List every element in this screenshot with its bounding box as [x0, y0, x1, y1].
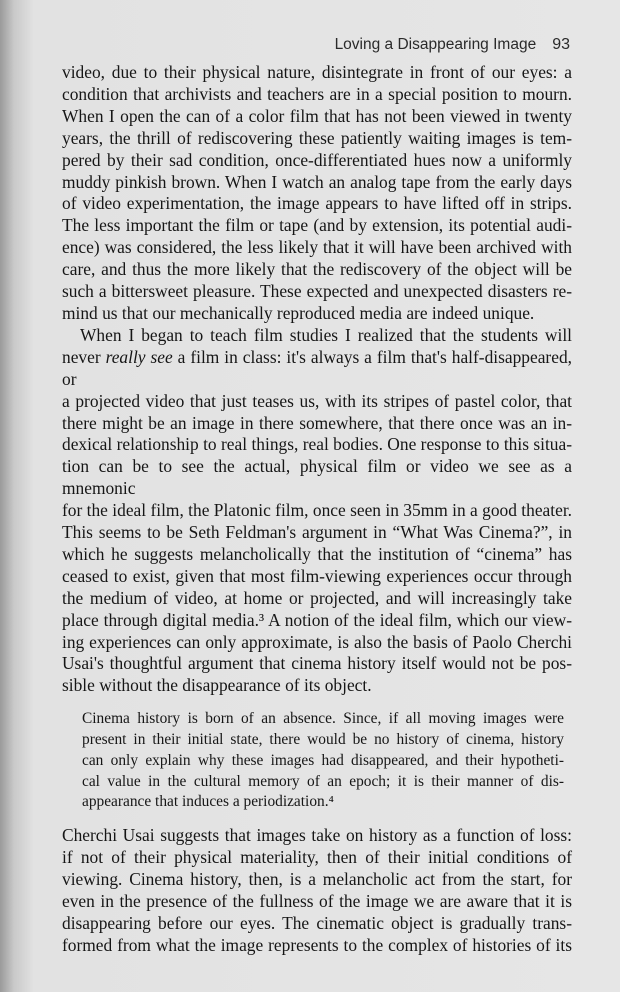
text-line: for the ideal film, the Platonic film, once seen in 35mm in a good theater. [62, 500, 572, 521]
quote-line: Cinema history is born of an absence. Since, if all moving images were [82, 710, 564, 728]
text-line: tion can be to see the actual, physical film or video we see as a mnemonic [62, 456, 572, 499]
page-number: 93 [552, 36, 570, 53]
running-head [60, 36, 570, 58]
text-line: video, due to their physical nature, disintegrate in front of our eyes: a [62, 62, 572, 82]
text-line: care, and thus the more likely that the rediscovery of the object will be [62, 259, 572, 280]
text-line: The less important the film or tape (and by extension, its potential audi- [62, 215, 572, 236]
paragraph-3 [62, 825, 572, 956]
text-line: mind us that our mechanically reproduced media are indeed unique. [62, 302, 535, 323]
text-line: such a bittersweet pleasure. These expected and unexpected disasters re- [62, 281, 572, 302]
text-line: the medium of video, at home or projected, and will increasingly take [62, 587, 572, 608]
text-line: This seems to be Seth Feldman's argument in “What Was Cinema?”, in [62, 522, 572, 543]
text-line: even in the presence of the fullness of the image we are aware that it is [62, 890, 572, 911]
text-line: place through digital media.³ A notion of the ideal film, which our view- [62, 609, 572, 630]
text-line: ceased to exist, given that most film-viewing experiences occur through [62, 565, 572, 586]
paragraph-1 [62, 62, 572, 325]
text-line: years, the thrill of rediscovering these patiently waiting images is tem- [62, 127, 572, 148]
text-line: Cherchi Usai suggests that images take on history as a function of loss: [62, 825, 572, 846]
quote-line: can only explain why these images had disappeared, and their hypotheti- [82, 751, 564, 769]
text-line: Usai's thoughtful argument that cinema history itself would not be pos- [62, 653, 572, 674]
text-line: pered by their sad condition, once-differentiated hues now a uniformly [62, 149, 572, 170]
text-line: there might be an image in there somewhere, that there once was an in- [62, 412, 572, 433]
block-quote [82, 709, 564, 813]
text-line: When I began to teach film studies I realized that the students will [80, 324, 572, 345]
text-line: When I open the can of a color film that has not been viewed in twenty [62, 105, 572, 126]
text-line: dexical relationship to real things, real bodies. One response to this situa- [62, 434, 572, 455]
text-line: which he suggests melancholically that the institution of “cinema” has [62, 543, 572, 564]
text-line: formed from what the image represents to the complex of histories of its [62, 934, 572, 955]
quote-line: present in their initial state, there would be no history of cinema, history [82, 731, 564, 749]
paragraph-2 [62, 325, 572, 697]
quote-line: cal value in the cultural memory of an epoch; it is their manner of dis- [82, 772, 564, 790]
text-line: of video experimentation, the image appears to have lifted off in strips. [62, 193, 572, 214]
body-text [62, 62, 572, 957]
emphasis: really see [105, 346, 173, 367]
text-line: disappearing before our eyes. The cinematic object is gradually trans- [62, 912, 572, 933]
text-line: viewing. Cinema history, then, is a melancholic act from the start, for [62, 869, 572, 890]
text-line: ence) was considered, the less likely that it will have been archived with [62, 237, 572, 258]
text-line: ing experiences can only approximate, is also the basis of Paolo Cherchi [62, 631, 572, 652]
quote-line: appearance that induces a periodization.⁴ [82, 793, 334, 811]
text-line: muddy pinkish brown. When I watch an analog tape from the early days [62, 171, 572, 192]
text-line: condition that archivists and teachers are in a special position to mourn. [62, 83, 572, 104]
text-line: if not of their physical materiality, then of their initial conditions of [62, 847, 572, 868]
text-line: a projected video that just teases us, with its stripes of pastel color, that [62, 390, 572, 411]
text-line: sible without the disappearance of its object. [62, 675, 372, 696]
text-line: never really see a film in class: it's always a film that's half-disappeared, or [62, 346, 572, 389]
running-head-title: Loving a Disappearing Image [334, 36, 537, 53]
